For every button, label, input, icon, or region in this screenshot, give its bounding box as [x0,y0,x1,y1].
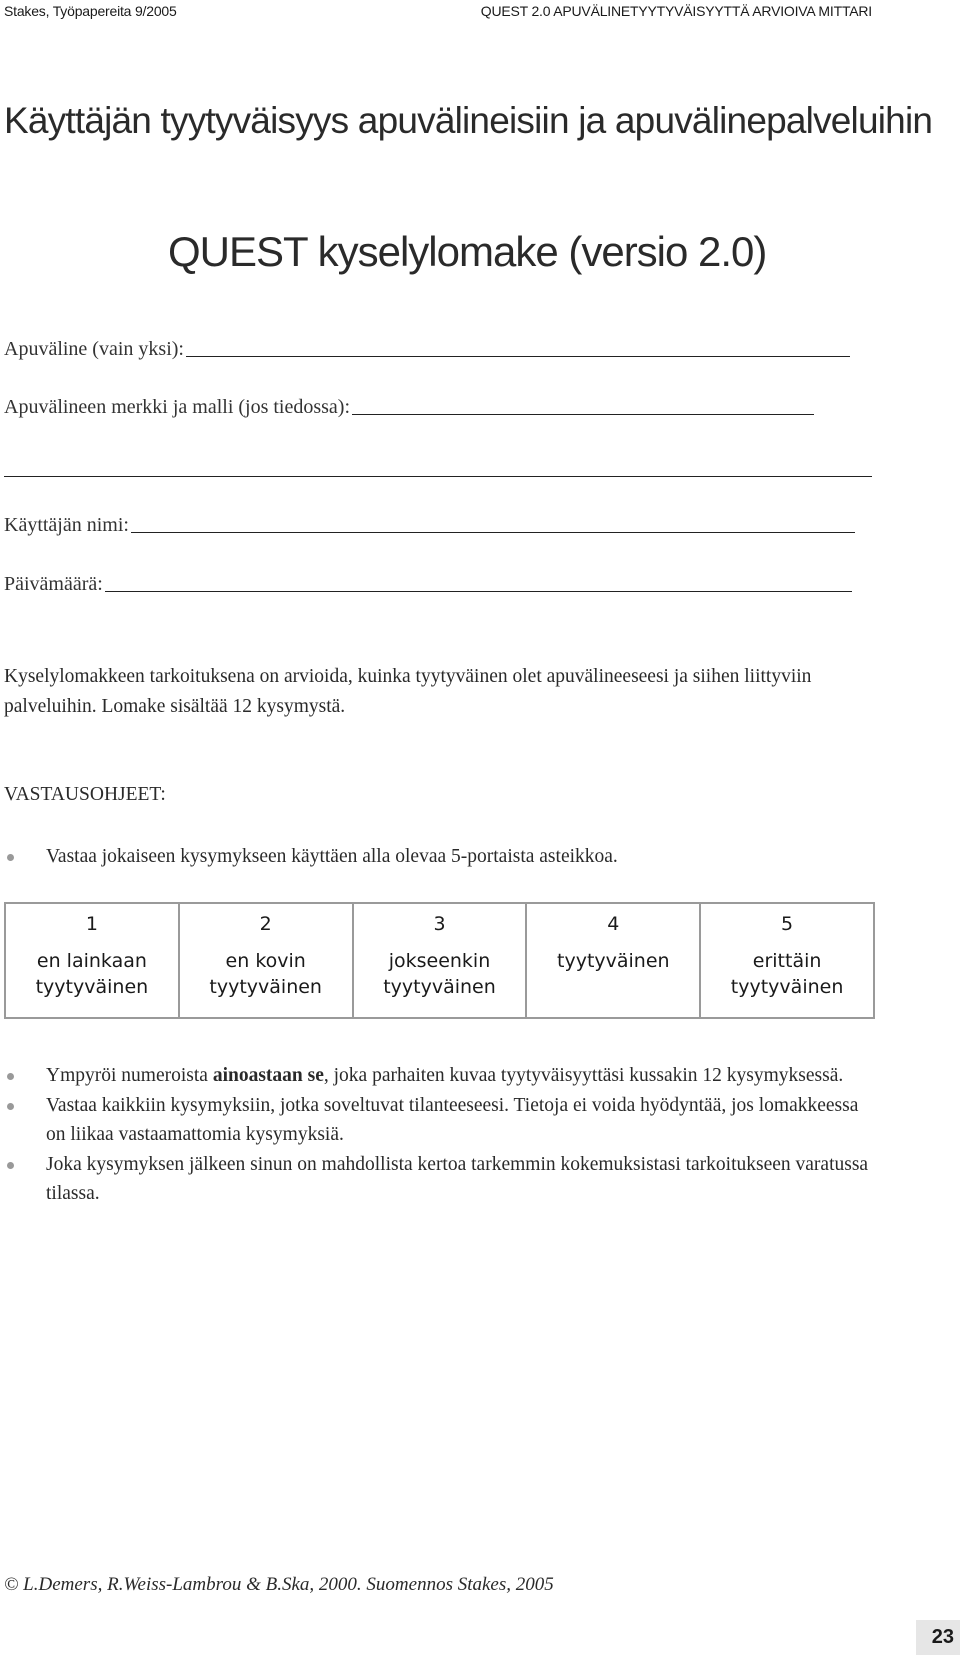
scale-label-5-line1: erittäin [752,950,822,972]
date-field [4,573,852,596]
brand-field [4,396,814,419]
scale-label-1-line1: en lainkaan [36,950,147,972]
instruction-text: Vastaa kaikkiin kysymyksiin, jotka soveltuvat tilanteeseesi. Tietoja ei voida hyödyntää, jos lomakkeessa on liikaa vastaamattomia kysymyksiä. [46,1095,859,1145]
scale-label-3-line1: jokseenkin [388,950,491,972]
instruction-text: Vastaa jokaiseen kysymykseen käyttäen alla olevaa 5-portaista asteikkoa. [46,846,618,867]
device-field [4,338,850,361]
scale-label-1-line2: tyytyväinen [35,976,149,998]
date-field-label: Päivämäärä: [4,573,103,595]
bullet-icon [7,1162,14,1169]
user-name-field-label: Käyttäjän nimi: [4,514,129,536]
scale-number-4: 4 [526,903,700,944]
instruction-item [4,842,874,871]
form-title: QUEST kyselylomake (versio 2.0) [168,228,767,275]
page-title: Käyttäjän tyytyväisyys apuvälineisiin ja apuvälinepalveluihin [4,100,933,141]
scale-labels-row [5,944,874,1018]
running-header-left: Stakes, Työpapereita 9/2005 [4,3,177,19]
page-number: 23 [916,1620,960,1655]
scale-label-2-line2: tyytyväinen [209,976,322,998]
instructions-list-top [4,842,874,872]
scale-label-4-line1: tyytyväinen [557,950,670,972]
brand-field-line [352,413,814,415]
scale-numbers-row [5,903,874,944]
instruction-item [4,1061,874,1090]
instruction-text-after: , joka parhaiten kuvaa tyytyväisyyttäsi kussakin 12 kysymyksessä. [323,1065,844,1086]
instruction-item [4,1150,874,1208]
running-header-right: QUEST 2.0 APUVÄLINETYYTYVÄISYYTTÄ ARVIOIVA MITTARI [480,3,872,19]
scale-label-5-line2: tyytyväinen [730,976,844,998]
copyright-footer: © L.Demers, R.Weiss-Lambrou & B.Ska, 2000. Suomennos Stakes, 2005 [4,1574,554,1595]
device-field-line [186,355,850,357]
scale-number-1: 1 [5,903,179,944]
instruction-emphasis: ainoastaan se [212,1065,324,1086]
instruction-item [4,1091,874,1149]
brand-field-label: Apuvälineen merkki ja malli (jos tiedossa): [4,396,351,418]
instruction-text-before: Ympyröi numeroista [46,1065,213,1086]
scale-label-1 [5,944,179,1018]
bullet-icon [7,1103,14,1110]
intro-paragraph: Kyselylomakkeen tarkoituksena on arvioida, kuinka tyytyväinen olet apuvälineeseesi ja siihen liittyviin palveluihin. Lomake sisältää 12 kysymystä. [4,666,812,717]
scale-number-3: 3 [353,903,527,944]
scale-number-2: 2 [179,903,353,944]
user-name-field [4,514,855,537]
scale-label-4 [526,944,700,1018]
scale-label-2 [179,944,353,1018]
scale-label-3-line2: tyytyväinen [383,976,496,998]
user-name-field-line [131,531,855,533]
rating-scale-table [4,902,875,1019]
instruction-text: Joka kysymyksen jälkeen sinun on mahdollista kertoa tarkemmin kokemuksistasi tarkoitukseen varatussa tilassa. [46,1154,869,1204]
bullet-icon [7,1073,14,1080]
scale-label-2-line1: en kovin [225,950,306,972]
brand-field-extra-line [4,476,872,477]
scale-label-3 [353,944,527,1018]
scale-label-5 [700,944,874,1018]
bullet-icon [7,854,14,861]
date-field-line [105,590,852,592]
instructions-heading: VASTAUSOHJEET: [4,784,166,805]
device-field-label: Apuväline (vain yksi): [4,338,184,360]
instructions-list-bottom [4,1061,874,1209]
scale-number-5: 5 [700,903,874,944]
